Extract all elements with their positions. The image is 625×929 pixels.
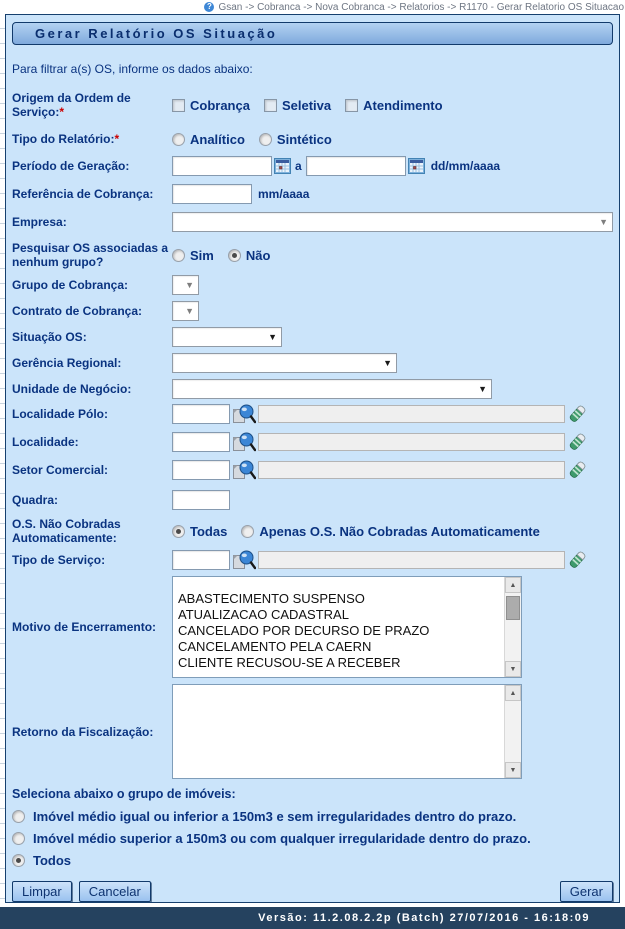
- list-item[interactable]: CANCELAMENTO PELA CAERN: [178, 639, 372, 654]
- pesquisar-grupo-label: Pesquisar OS associadas a nenhum grupo?: [12, 241, 169, 269]
- row-imovel-todos: [12, 853, 613, 868]
- radio-nao-label: Não: [245, 247, 271, 263]
- eraser-icon[interactable]: [567, 549, 587, 571]
- unidade-negocio-label: Unidade de Negócio:: [12, 382, 132, 396]
- radio-imovel-superior-label: Imóvel médio superior a 150m3 ou com qualquer irregularidade dentro do prazo.: [33, 831, 531, 846]
- chevron-down-icon: ▼: [478, 383, 487, 394]
- radio-apenas-nao-cobradas[interactable]: [241, 525, 254, 538]
- limpar-button[interactable]: Limpar: [12, 881, 72, 902]
- grupo-imoveis-heading: Seleciona abaixo o grupo de imóveis:: [12, 787, 236, 801]
- unidade-negocio-select[interactable]: [172, 379, 492, 399]
- search-icon[interactable]: [232, 459, 256, 481]
- retorno-fiscalizacao-options: [173, 685, 504, 778]
- scrollbar[interactable]: [504, 577, 521, 677]
- gerar-button[interactable]: Gerar: [560, 881, 613, 902]
- search-icon[interactable]: [232, 403, 256, 425]
- os-nao-cobradas-label: O.S. Não Cobradas Automaticamente:: [12, 517, 121, 545]
- referencia-format-hint: mm/aaaa: [258, 187, 310, 201]
- row-imovel-superior: [12, 831, 613, 846]
- empresa-select[interactable]: [172, 212, 613, 232]
- localidade-input[interactable]: [172, 432, 230, 452]
- retorno-fiscalizacao-label: Retorno da Fiscalização:: [12, 724, 154, 739]
- localidade-label: Localidade:: [12, 435, 79, 449]
- periodo-separator: a: [295, 159, 302, 173]
- motivo-encerramento-label: Motivo de Encerramento:: [12, 620, 157, 634]
- localidade-polo-input[interactable]: [172, 404, 230, 424]
- localidade-description: [258, 433, 565, 451]
- situacao-os-label: Situação OS:: [12, 330, 87, 344]
- empresa-label: Empresa:: [12, 215, 67, 229]
- quadra-input[interactable]: [172, 490, 230, 510]
- periodo-label: Período de Geração:: [12, 159, 130, 173]
- radio-sim-label: Sim: [190, 247, 214, 263]
- row-retorno-fiscalizacao: [12, 684, 613, 779]
- help-icon[interactable]: ?: [204, 2, 214, 12]
- button-row: [12, 881, 613, 902]
- eraser-icon[interactable]: [567, 403, 587, 425]
- radio-todas[interactable]: [172, 525, 185, 538]
- periodo-inicio-input[interactable]: [172, 156, 272, 176]
- scroll-up-icon[interactable]: ▲: [505, 577, 521, 593]
- tipo-servico-description: [258, 551, 565, 569]
- tipo-servico-label: Tipo de Serviço:: [12, 553, 106, 567]
- setor-comercial-input[interactable]: [172, 460, 230, 480]
- row-unidade-negocio: [12, 378, 613, 400]
- radio-sintetico[interactable]: [259, 133, 272, 146]
- grupo-cobranca-select[interactable]: [172, 275, 199, 295]
- radio-sim[interactable]: [172, 249, 185, 262]
- chevron-down-icon: ▼: [383, 357, 392, 368]
- chevron-down-icon: ▼: [268, 331, 277, 342]
- cancelar-button[interactable]: Cancelar: [79, 881, 151, 902]
- row-origem: [12, 90, 613, 120]
- row-referencia: [12, 182, 613, 206]
- checkbox-cobranca[interactable]: [172, 99, 185, 112]
- chevron-down-icon: ▼: [185, 305, 194, 316]
- search-icon[interactable]: [232, 431, 256, 453]
- list-item[interactable]: ABASTECIMENTO SUSPENSO: [178, 591, 365, 606]
- setor-comercial-label: Setor Comercial:: [12, 463, 109, 477]
- radio-imovel-inferior-label: Imóvel médio igual ou inferior a 150m3 e sem irregularidades dentro do prazo.: [33, 809, 517, 824]
- radio-sintetico-label: Sintético: [276, 131, 332, 147]
- row-quadra: [12, 488, 613, 512]
- scrollbar[interactable]: [504, 685, 521, 778]
- row-localidade-polo: [12, 402, 613, 426]
- setor-comercial-description: [258, 461, 565, 479]
- radio-analitico-label: Analítico: [190, 131, 245, 147]
- radio-imovel-inferior[interactable]: [12, 810, 25, 823]
- form-panel: [5, 14, 620, 903]
- radio-nao[interactable]: [228, 249, 241, 262]
- row-empresa: [12, 210, 613, 234]
- radio-analitico[interactable]: [172, 133, 185, 146]
- grupo-cobranca-label: Grupo de Cobrança:: [12, 278, 129, 292]
- periodo-format-hint: dd/mm/aaaa: [430, 159, 501, 173]
- checkbox-seletiva-label: Seletiva: [281, 97, 332, 113]
- row-gerencia-regional: [12, 352, 613, 374]
- motivo-encerramento-listbox[interactable]: [172, 576, 522, 678]
- chevron-down-icon: ▼: [185, 279, 194, 290]
- calendar-icon[interactable]: [408, 158, 425, 174]
- referencia-label: Referência de Cobrança:: [12, 187, 154, 201]
- scroll-down-icon[interactable]: ▼: [505, 762, 521, 778]
- retorno-fiscalizacao-listbox[interactable]: [172, 684, 522, 779]
- required-asterisk: *: [114, 132, 120, 146]
- row-periodo: [12, 154, 613, 178]
- row-grupo-cobranca: [12, 274, 613, 296]
- scroll-up-icon[interactable]: ▲: [505, 685, 521, 701]
- breadcrumb: [0, 0, 625, 14]
- localidade-polo-description: [258, 405, 565, 423]
- radio-imovel-todos[interactable]: [12, 854, 25, 867]
- list-item[interactable]: CANCELADO POR DECURSO DE PRAZO: [178, 623, 430, 638]
- origem-label: Origem da Ordem de Serviço:*: [12, 91, 131, 119]
- localidade-polo-label: Localidade Pólo:: [12, 407, 109, 421]
- row-situacao-os: [12, 326, 613, 348]
- eraser-icon[interactable]: [567, 459, 587, 481]
- contrato-cobranca-select[interactable]: [172, 301, 199, 321]
- search-icon[interactable]: [232, 549, 256, 571]
- footer-bar: [0, 907, 625, 929]
- intro-text: Para filtrar a(s) OS, informe os dados abaixo:: [12, 62, 253, 76]
- tipo-servico-input[interactable]: [172, 550, 230, 570]
- row-setor-comercial: [12, 458, 613, 482]
- radio-imovel-superior[interactable]: [12, 832, 25, 845]
- required-asterisk: *: [59, 105, 65, 119]
- eraser-icon[interactable]: [567, 431, 587, 453]
- row-contrato-cobranca: [12, 300, 613, 322]
- page-title: [12, 22, 613, 45]
- radio-apenas-nao-cobradas-label: Apenas O.S. Não Cobradas Automaticamente: [259, 523, 540, 539]
- periodo-fim-input[interactable]: [306, 156, 406, 176]
- calendar-icon[interactable]: [274, 158, 291, 174]
- checkbox-seletiva[interactable]: [264, 99, 277, 112]
- tipo-relatorio-label: Tipo do Relatório:*: [12, 132, 120, 146]
- row-os-nao-cobradas: [12, 516, 613, 546]
- quadra-label: Quadra:: [12, 493, 59, 507]
- breadcrumb-text[interactable]: Gsan -> Cobranca -> Nova Cobranca -> Relatorios -> R1170 - Gerar Relatorio OS Situacao: [218, 1, 624, 13]
- contrato-cobranca-label: Contrato de Cobrança:: [12, 304, 143, 318]
- list-item[interactable]: CLIENTE RECUSOU-SE A RECEBER: [178, 655, 401, 670]
- page-title-text: Gerar Relatório OS Situação: [35, 26, 278, 41]
- motivo-encerramento-options: [173, 577, 504, 677]
- referencia-input[interactable]: [172, 184, 252, 204]
- row-motivo-encerramento: [12, 576, 613, 678]
- checkbox-atendimento[interactable]: [345, 99, 358, 112]
- row-pesquisar-grupo: [12, 240, 613, 270]
- situacao-os-select[interactable]: [172, 327, 282, 347]
- row-imovel-inferior: [12, 809, 613, 824]
- radio-todas-label: Todas: [190, 523, 228, 539]
- gerencia-regional-select[interactable]: [172, 353, 397, 373]
- scrollbar-thumb[interactable]: [506, 596, 520, 620]
- scroll-down-icon[interactable]: ▼: [505, 661, 521, 677]
- version-text: Versão: 11.2.08.2.2p (Batch) 27/07/2016 - 16:18:09: [258, 912, 590, 924]
- chevron-down-icon: ▼: [599, 216, 608, 227]
- row-tipo-servico: [12, 548, 613, 572]
- gerencia-regional-label: Gerência Regional:: [12, 356, 122, 370]
- row-tipo-relatorio: [12, 128, 613, 150]
- radio-imovel-todos-label: Todos: [33, 853, 72, 868]
- checkbox-atendimento-label: Atendimento: [363, 97, 443, 113]
- checkbox-cobranca-label: Cobrança: [190, 97, 250, 113]
- row-localidade: [12, 430, 613, 454]
- list-item[interactable]: ATUALIZACAO CADASTRAL: [178, 607, 349, 622]
